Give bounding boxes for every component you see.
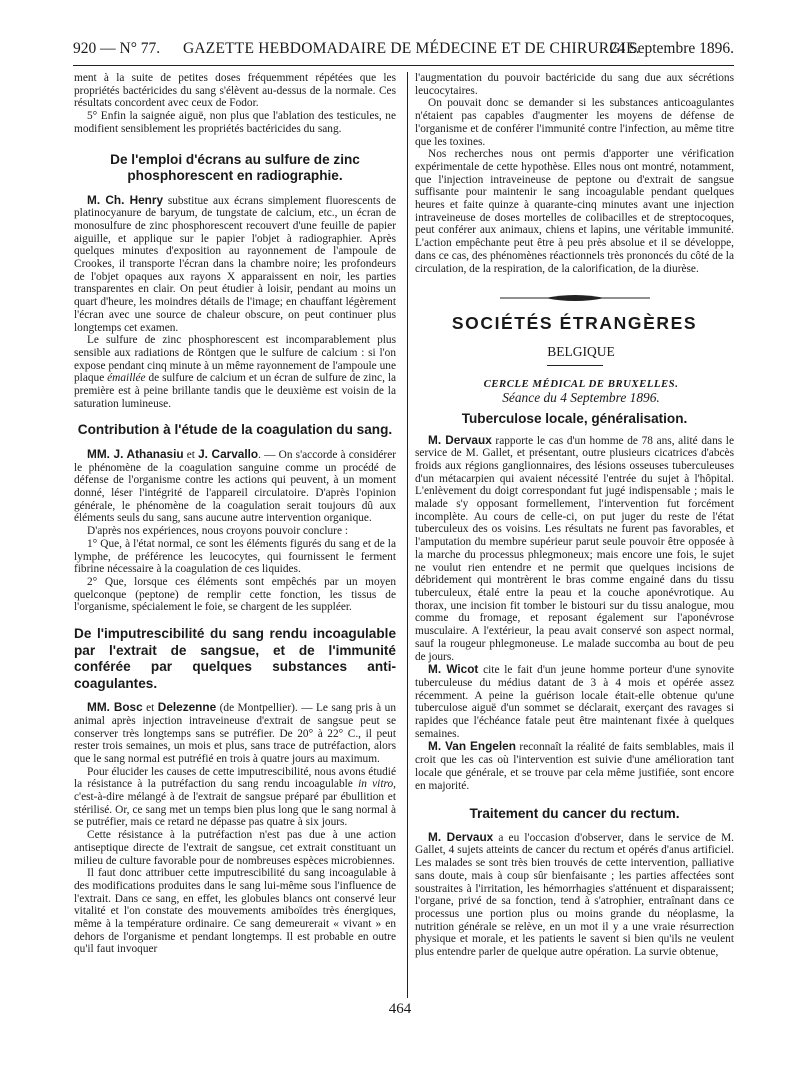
- header-rule: [73, 65, 734, 66]
- paragraph: Il faut donc attribuer cette imputrescibilité du sang incoagulable à des modifications produites dans le sang lui-même sous l'influence de l'extrait. Dans ce sang, en effet, les globules blancs ont conservé leur vitalité et l'on constate des mouvements amiboïdes très énergiques, même à la température ordinaire. Ce sang demeurerait « vivant » en dehors de l'organisme et pendant longtemps. Il est probable en outre qu'il faut invoquer: [74, 867, 396, 956]
- paragraph: M. Wicot cite le fait d'un jeune homme porteur d'une synovite tuberculeuse du médius datant de 3 à 4 mois et opérée assez récemment. A peine la guérison locale était-elle obtenue qu'une tuberculose aiguë d'un sommet se déclarait, exerçant des ravages si rapides que l'échéance fatale peut être maintenant fixée à quelques semaines.: [415, 662, 734, 740]
- author-name: MM. Bosc: [87, 700, 143, 715]
- article-title: Traitement du cancer du rectum.: [469, 806, 680, 822]
- author-name: M. Wicot: [428, 662, 479, 677]
- paragraph: M. Dervaux rapporte le cas d'un homme de 78 ans, alité dans le service de M. Gallet, et présentant, outre plusieurs cicatrices d'abcès froids aux régions ganglionnaires, des lésions osseuses tuberculeuses d'un métacarpien qui avaient nécessité l'entrée du sujet à l'hôpital. L'enlèvement du doigt correspondant fut jugé indispensable ; mais le malade s'y opposant formellement, l'intervention fut forcément incomplète. Au cours de celle-ci, on put juger du reste de l'état tuberculeux des os voisins. Les résultats ne furent pas favorables, et l'amputation du membre supérieur parut seule pouvoir être opposée à la marche du processus phlegmoneux; mais encore une fois, le sujet ne voulut rien entendre et ne permit que quelques incisions de débridement qui montrèrent le bras comme engainé dans du tissu tuberculeux, étalé entre la peau et la couche aponévrotique. Au thorax, une incision fit tomber le bistouri sur du tissu analogue, mou comme du fromage, et reposant également sur l'aponévrose musculaire. A l'extérieur, la peau avait conservé son aspect normal, sauf la rougeur phlegmoneuse. Le malade succomba au bout de peu de jours.: [415, 432, 734, 663]
- paragraph: MM. Bosc et Delezenne (de Montpellier). — Le sang pris à un animal après injection intraveineuse d'extrait de sangsue peut se conserver très longtemps sans se putréfier. De 20° à 22° C., il peut rester trois semaines, un mois et plus, sans trace de putréfaction, alors que le sang normal est putréfié en trois à quatre jours au maximum.: [74, 700, 396, 765]
- paragraph: D'après nos expériences, nous croyons pouvoir conclure :: [87, 525, 348, 538]
- paragraph: Pour élucider les causes de cette imputrescibilité, nous avons étudié la résistance à la putréfaction du sang rendu incoagulable in vitro, c'est-à-dire mélangé à de l'extrait de sangsue préparé par ébullition et stérilisé. Or, ce sang met un temps bien plus long que le sang normal à se putréfier, mais ce retard ne dépasse pas quatre à six jours.: [74, 765, 396, 829]
- right-column: [415, 72, 734, 959]
- paragraph: 1° Que, à l'état normal, ce sont les éléments figurés du sang et de la lymphe, de préférence les leucocytes, qui fournissent le ferment fibrine nécessaire à la coagulation de ces liquides.: [74, 537, 396, 576]
- issue-number: 920 — N° 77.: [73, 40, 161, 57]
- short-rule: [547, 365, 603, 366]
- article-title: De l'emploi d'écrans au sulfure de zinc phosphorescent en radiographie.: [110, 151, 360, 184]
- column-divider: [407, 72, 408, 998]
- paragraph: M. Dervaux a eu l'occasion d'observer, dans le service de M. Gallet, 4 sujets atteints de cancer du rectum et opérés d'anus artificiel. Les malades se sont très bien trouvés de cette intervention, palliative sans doute, mais à coup sûr bienfaisante ; les parties affectées sont soustraites à l'irritation, les hémorrhagies s'atténuent et disparaissent; l'organe, privé de sa fonction, tend à s'atrophier, entraînant dans ce processus une portion plus ou moins grande du néoplasme, la nutrition générale se relève, en un mot il y a une vraie résurrection physique et morale, et les patients le savent si bien qu'ils ne veulent plus entendre parler de quelque autre opération. La survie obtenue,: [415, 829, 734, 959]
- author-name: M. Ch. Henry: [87, 192, 164, 207]
- paragraph: M. Van Engelen reconnaît la réalité de faits semblables, mais il croit que les cas où l'intervention est suivie d'une amélioration tant locale que générale, et se trouve par cela même justifiée, sont encore en majorité.: [415, 739, 734, 792]
- continued-paragraph: ment à la suite de petites doses fréquemment répétées que les propriétés bactéricides du sang s'élèvent au-dessus de la normale. Ces résultats concordent avec ceux de Fodor.: [74, 72, 396, 110]
- article-title: Tuberculose locale, généralisation.: [461, 411, 688, 427]
- author-name: MM. J. Athanasiu: [87, 446, 184, 461]
- paragraph: MM. J. Athanasiu et J. Carvallo. — On s'accorde à considérer le phénomène de la coagulation sanguine comme un procédé de défense de l'organisme contre les actions qui peuvent, à un moment donné, léser l'intégrité de l'appareil circulatoire. D'après l'opinion générale, le phénomène de la coagulation serait toujours dû aux éléments seuls du sang, sans aucune autre intervention organique.: [74, 446, 397, 525]
- left-column: [74, 72, 396, 956]
- continued-paragraph: l'augmentation du pouvoir bactéricide du sang due aux sécrétions leucocytaires.: [415, 72, 734, 97]
- session-date: Séance du 4 Septembre 1896.: [502, 390, 660, 406]
- author-name: Delezenne: [157, 700, 217, 715]
- page-number: 464: [388, 1001, 412, 1017]
- section-heading: SOCIÉTÉS ÉTRANGÈRES: [451, 313, 698, 334]
- article-title: Contribution à l'étude de la coagulation du sang.: [77, 422, 393, 438]
- author-name: J. Carvallo: [198, 446, 259, 461]
- paragraph: On pouvait donc se demander si les substances anticoagulantes n'étaient pas capables d'augmenter les moyens de défense de l'organisme et de conférer l'immunité contre l'infection, au même titre que les toxines.: [415, 97, 734, 148]
- country-heading: BELGIQUE: [547, 343, 615, 359]
- running-header: [73, 40, 734, 64]
- paragraph: Nos recherches nous ont permis d'apporter une vérification expérimentale de cette hypothèse. Elles nous ont montré, notamment, que l'injection intraveineuse de peptone ou d'extrait de sangsue suffisante pour maintenir le sang incoagulable pendant quelques heures et faite quinze à quarante-cinq minutes avant une injection intraveineuse de doses mortelles de colibacilles et de streptocoques, peut conférer aux animaux, chiens et lapins, une véritable immunité. L'action empêchante peut être à peu près absolue et il se développe, dans ce cas, des phénomènes réactionnels très prononcés du côté de la circulation, de la respiration, de la calorification, de la diurèse.: [415, 148, 734, 275]
- ornamental-separator-icon: [490, 289, 660, 307]
- paragraph: 5° Enfin la saignée aiguë, non plus que l'ablation des testicules, ne modifient sensiblement les propriétés bactéricides du sang.: [74, 110, 396, 135]
- author-name: M. Van Engelen: [428, 739, 516, 754]
- journal-title: GAZETTE HEBDOMADAIRE DE MÉDECINE ET DE CHIRURGIE.: [183, 40, 640, 57]
- issue-date: 24 Septembre 1896.: [609, 40, 734, 57]
- paragraph: Cette résistance à la putréfaction n'est pas due à une action antiseptique directe de l'extrait de sangsue, cet extrait constituant un milieu de culture favorable pour de nombreuses espèces microbiennes.: [74, 829, 396, 867]
- author-name: M. Dervaux: [428, 432, 492, 447]
- author-name: M. Dervaux: [428, 829, 494, 844]
- paragraph: 2° Que, lorsque ces éléments sont empêchés par un moyen quelconque (peptone) de remplir cette fonction, les tissus de l'organisme, spécialement le foie, se chargent de les suppléer.: [74, 576, 396, 614]
- paragraph: M. Ch. Henry substitue aux écrans simplement fluorescents de platinocyanure de baryum, de tungstate de calcium, etc., un écran de monosulfure de zinc phosphorescent recouvert d'une feuille de papier aiguille, et applique sur le papier l'objet à radiographier. Après quelques minutes d'exposition au rayonnement de l'ampoule de Crookes, il transporte l'écran dans la chambre noire; les profondeurs de l'objet opaques aux rayons X apparaissent en noir, les parties transparentes en clair. On peut étudier à loisir, pendant au moins un quart d'heure, les moindres détails de l'image; en chauffant légèrement l'écran avec une source de chaleur obscure, on peut continuer plus longtemps cet examen.: [74, 192, 396, 334]
- paragraph: Le sulfure de zinc phosphorescent est incomparablement plus sensible aux radiations de Röntgen que le sulfure de calcium : si l'on expose pendant cinq minute à un même rayonnement de l'ampoule une plaque émaillée de sulfure de calcium et un écran de sulfure de zinc, la première est à peine brillante tandis que le deuxième est voisin de la saturation lumineuse.: [74, 334, 397, 410]
- article-title: De l'imputrescibilité du sang rendu incoagulable par l'extrait de sangsue, et de l'immunité conférée par quelques substances anti-coagulantes.: [74, 626, 396, 691]
- society-name: CERCLE MÉDICAL DE BRUXELLES.: [483, 377, 679, 390]
